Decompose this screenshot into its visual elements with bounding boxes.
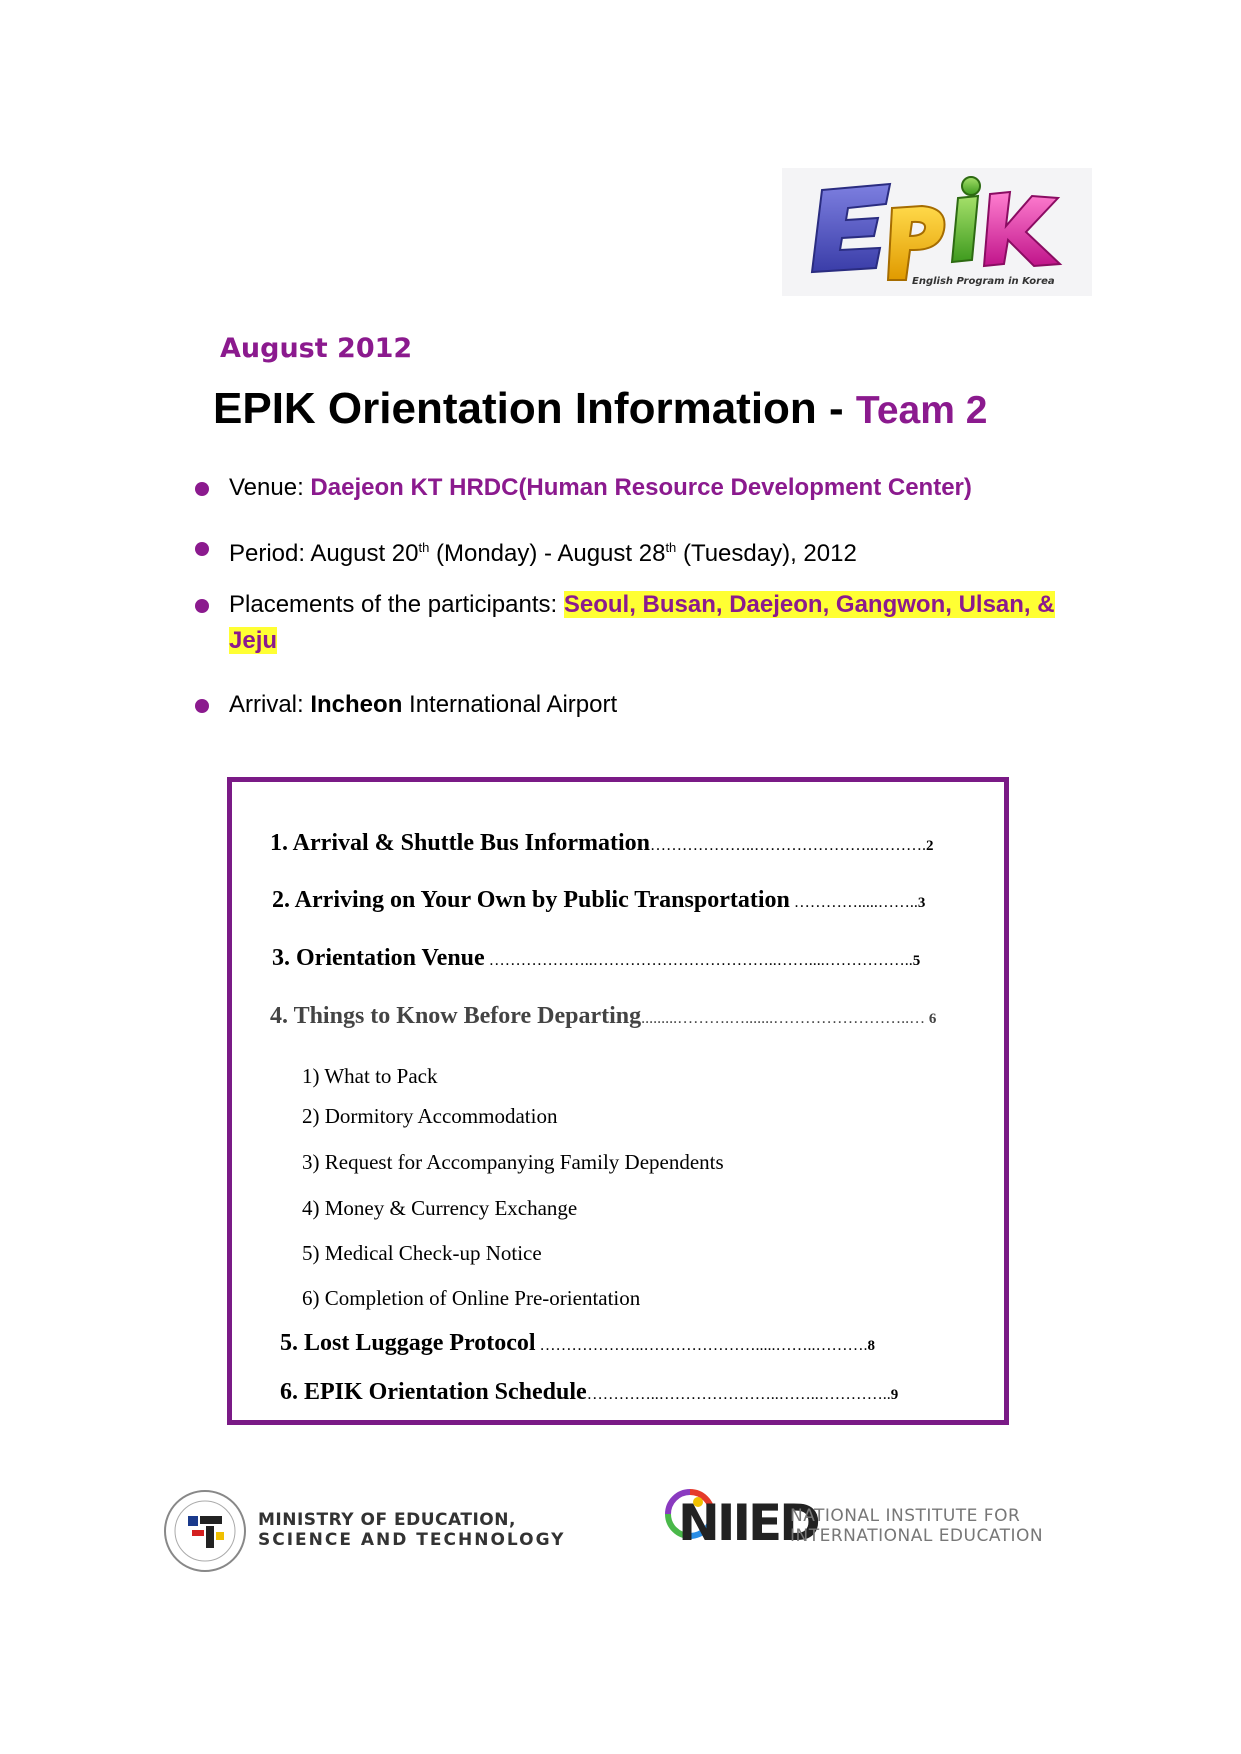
niied-logo: [660, 1486, 1060, 1566]
placements-value: Seoul, Busan, Daejeon, Gangwon, Ulsan, &: [563, 591, 1055, 618]
toc-title: 5. Lost Luggage Protocol: [280, 1330, 536, 1356]
toc-page: 8: [867, 1338, 876, 1354]
epik-tagline: English Program in Korea: [912, 276, 1055, 287]
toc-page: 9: [890, 1387, 899, 1403]
toc-dots: ………….....……..: [789, 894, 918, 911]
niied-wordmark: NIIED: [678, 1494, 818, 1552]
venue-label: Venue:: [229, 474, 311, 501]
table-of-contents: [227, 777, 1009, 1425]
toc-dots: ………………..……………………………..……....……………..: [484, 952, 913, 969]
title-team: Team 2: [855, 389, 988, 432]
toc-title: 2. Arriving on Your Own by Public Transportation: [272, 887, 790, 913]
toc-title: 6. EPIK Orientation Schedule: [280, 1379, 587, 1405]
toc-subitem: 5) Medical Check-up Notice: [302, 1241, 542, 1265]
toc-dots: ………………..…………………..……….: [650, 837, 927, 854]
ministry-name: [258, 1510, 565, 1550]
toc-item[interactable]: [280, 1330, 875, 1357]
bullet-icon: [195, 599, 209, 613]
period-sup-1: th: [418, 540, 430, 555]
placements-value-2: Jeju: [229, 627, 278, 654]
period-text-2: (Monday) - August 28: [429, 540, 666, 567]
toc-item[interactable]: [280, 1379, 898, 1406]
toc-subitem: 6) Completion of Online Pre-orientation: [302, 1286, 641, 1310]
toc-subitem: 2) Dormitory Accommodation: [302, 1104, 558, 1128]
ministry-line-2: SCIENCE AND TECHNOLOGY: [258, 1530, 566, 1550]
epik-logo: [782, 168, 1092, 296]
bullet-icon: [195, 699, 209, 713]
period-sup-2: th: [665, 540, 677, 555]
toc-item[interactable]: [272, 887, 925, 914]
toc-item[interactable]: [270, 1003, 936, 1030]
niied-name: [790, 1506, 1043, 1546]
toc-item[interactable]: [272, 945, 920, 972]
toc-subitem: 3) Request for Accompanying Family Dependents: [302, 1150, 724, 1174]
arrival-label: Arrival:: [229, 691, 311, 718]
arrival-bold: Incheon: [310, 691, 403, 718]
toc-page: 5: [912, 953, 921, 969]
toc-dots: …………..…………………..……..…………..: [586, 1386, 891, 1403]
period-text-3: (Tuesday), 2012: [676, 540, 857, 567]
niied-line-2: INTERNATIONAL EDUCATION: [790, 1526, 1044, 1546]
niied-line-1: NATIONAL INSTITUTE FOR: [790, 1506, 1021, 1526]
toc-item[interactable]: [270, 830, 934, 857]
toc-page: 2: [926, 838, 934, 854]
toc-title: 1. Arrival & Shuttle Bus Information: [270, 830, 651, 856]
document-date: August 2012: [220, 333, 413, 364]
toc-dots: ………………..………………….....……..……….: [535, 1337, 868, 1354]
page-title: [213, 384, 987, 434]
arrival-rest: International Airport: [402, 691, 618, 718]
placements-label: Placements of the participants:: [229, 591, 564, 618]
toc-page: 6: [925, 1011, 937, 1027]
ministry-seal-icon: [162, 1488, 248, 1574]
title-main: EPIK Orientation Information -: [213, 384, 856, 433]
ministry-logo: [162, 1488, 582, 1578]
toc-title: 4. Things to Know Before Departing: [270, 1003, 642, 1029]
toc-page: 3: [917, 895, 926, 911]
toc-subitem: 1) What to Pack: [302, 1064, 438, 1088]
arrival-item: [195, 687, 617, 723]
toc-subitem: 4) Money & Currency Exchange: [302, 1196, 578, 1220]
venue-value: Daejeon KT HRDC(Human Resource Development Center): [310, 474, 972, 501]
bullet-icon: [195, 482, 209, 496]
placements-item: [195, 587, 1135, 659]
period-item: [195, 530, 857, 572]
ministry-line-1: MINISTRY OF EDUCATION,: [258, 1510, 516, 1530]
toc-dots: .........……….….......……………………..…: [641, 1010, 926, 1027]
toc-title: 3. Orientation Venue: [272, 945, 485, 971]
venue-item: [195, 470, 972, 506]
bullet-icon: [195, 542, 209, 556]
period-text-1: Period: August 20: [229, 540, 419, 567]
